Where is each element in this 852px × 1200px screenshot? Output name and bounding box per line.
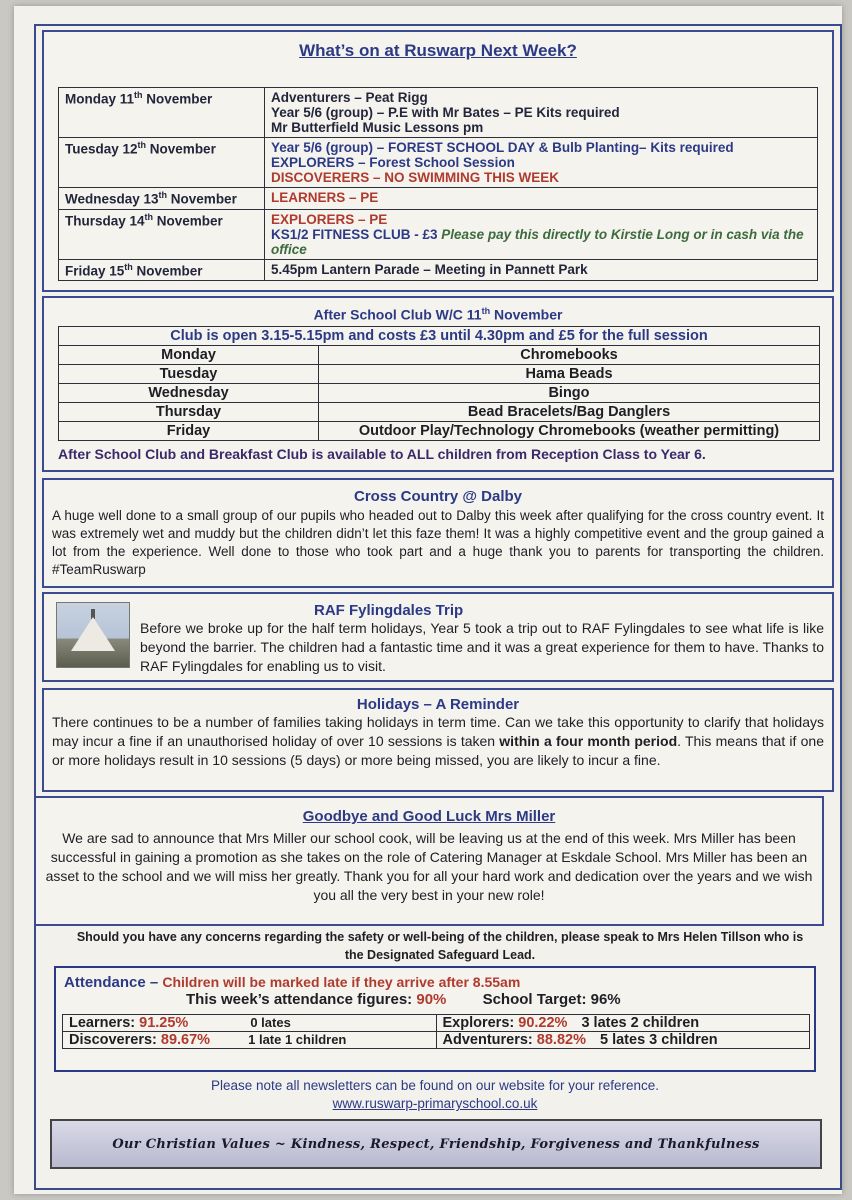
after-school-club-section xyxy=(42,296,834,472)
day-text: Tuesday 12 xyxy=(65,141,138,157)
holidays-title: Holidays – A Reminder xyxy=(356,696,520,713)
club-activity: Outdoor Play/Technology Chromebooks (weather permitting) xyxy=(319,422,820,441)
week-attendance-value: 90% xyxy=(416,991,447,1008)
attendance-heading xyxy=(56,968,814,991)
week-day xyxy=(59,188,265,210)
event-line: Year 5/6 (group) – P.E with Mr Bates – PE Kits required xyxy=(271,105,620,120)
goodbye-title: Goodbye and Good Luck Mrs Miller xyxy=(302,808,556,825)
holidays-body-a: There continues to be a number of families taking holidays in term time. Can we take this opportunity to clarify that holidays may incur a fine if an unauthorised holiday of over 10 sessions is taken xyxy=(52,714,824,749)
club-row xyxy=(59,346,820,365)
club-row xyxy=(59,403,820,422)
class-lates: 3 lates 2 children xyxy=(581,1015,700,1031)
month-text: November xyxy=(132,263,203,278)
day-text: Wednesday 13 xyxy=(65,191,159,207)
class-pct: 91.25% xyxy=(139,1015,189,1031)
week-row xyxy=(59,138,818,188)
class-lates: 1 late 1 children xyxy=(248,1032,347,1047)
cross-country-section xyxy=(42,478,834,588)
class-pct: 88.82% xyxy=(536,1032,586,1048)
day-sup: th xyxy=(124,261,133,272)
club-activity: Chromebooks xyxy=(319,346,820,365)
raf-title: RAF Fylingdales Trip xyxy=(314,602,464,619)
club-activity: Bingo xyxy=(319,384,820,403)
attendance-cell-learners xyxy=(63,1015,437,1032)
week-row xyxy=(59,188,818,210)
holidays-body-bold: within a four month period xyxy=(499,733,678,749)
week-day xyxy=(59,88,265,138)
holidays-section xyxy=(42,688,834,792)
club-day: Tuesday xyxy=(59,365,319,384)
week-events xyxy=(265,259,818,281)
club-day: Wednesday xyxy=(59,384,319,403)
club-title-sup: th xyxy=(481,306,491,316)
class-name: Explorers: xyxy=(442,1015,519,1031)
class-name: Learners: xyxy=(69,1015,140,1031)
club-table xyxy=(58,326,820,441)
event-line: 5.45pm Lantern Parade – Meeting in Pannett Park xyxy=(271,261,588,277)
week-row xyxy=(59,88,818,138)
attendance-cell-explorers xyxy=(436,1015,810,1032)
club-title-end: November xyxy=(490,306,563,323)
event-line: Mr Butterfield Music Lessons pm xyxy=(271,120,484,135)
website-link[interactable]: www.ruswarp-primaryschool.co.uk xyxy=(332,1096,538,1111)
holidays-body-b: . This means that if one or more holidays result in 10 sessions (5 days) or more being missed, you are likely to incur a fine. xyxy=(52,733,824,768)
raf-body: Before we broke up for the half term holidays, Year 5 took a trip out to RAF Fylingdales to see what life is like beyond the barrier. The children had a fantastic time and it was a great experience for them to have. Thanks to RAF Fylingdales for enabling us to visit. xyxy=(140,620,824,674)
day-text: Friday 15 xyxy=(65,263,125,278)
safeguard-note: Should you have any concerns regarding the safety or well-being of the children, please speak to Mrs Helen Tillson who is the Designated Safeguard Lead. xyxy=(76,930,804,962)
week-events xyxy=(265,88,818,138)
event-line: Year 5/6 (group) – FOREST SCHOOL DAY & Bulb Planting– Kits required xyxy=(271,140,734,155)
christian-values-banner: Our Christian Values ~ Kindness, Respect, Friendship, Forgiveness and Thankfulness xyxy=(50,1119,822,1169)
month-text: November xyxy=(142,91,213,107)
day-text: Monday 11 xyxy=(65,91,135,107)
event-line: EXPLORERS – Forest School Session xyxy=(271,155,515,170)
week-row xyxy=(59,209,818,259)
late-note: Children will be marked late if they arrive after 8.55am xyxy=(162,974,521,990)
whats-on-title: What’s on at Ruswarp Next Week? xyxy=(299,41,577,60)
whats-on-section xyxy=(42,30,834,292)
week-attendance-label: This week’s attendance figures: xyxy=(186,991,417,1008)
school-target: School Target: 96% xyxy=(482,991,621,1008)
ks-club-label: KS1/2 FITNESS CLUB - £3 xyxy=(271,226,442,242)
ks-club-line xyxy=(271,227,811,257)
attendance-table xyxy=(62,1014,810,1049)
week-events xyxy=(265,188,818,210)
day-sup: th xyxy=(134,90,143,100)
week-events xyxy=(265,138,818,188)
week-day xyxy=(59,259,265,281)
event-line: LEARNERS – PE xyxy=(271,190,379,205)
cross-country-title: Cross Country @ Dalby xyxy=(354,488,522,505)
class-pct: 90.22% xyxy=(518,1015,568,1031)
class-lates: 5 lates 3 children xyxy=(600,1032,718,1048)
event-line: Adventurers – Peat Rigg xyxy=(271,90,428,105)
club-row xyxy=(59,384,820,403)
event-line: EXPLORERS – PE xyxy=(271,211,388,227)
event-line: DISCOVERERS – NO SWIMMING THIS WEEK xyxy=(271,170,560,185)
raf-section xyxy=(42,592,834,682)
goodbye-section xyxy=(34,796,824,926)
class-name: Adventurers: xyxy=(442,1032,537,1048)
week-table xyxy=(58,87,818,281)
club-title-text: After School Club W/C 11 xyxy=(313,306,482,323)
ks-club-note: Please pay this directly to Kirstie Long or in cash via the office xyxy=(271,226,804,257)
attendance-cell-discoverers xyxy=(63,1032,437,1049)
club-day: Thursday xyxy=(59,403,319,422)
club-day: Friday xyxy=(59,422,319,441)
day-text: Thursday 14 xyxy=(65,213,145,228)
club-row xyxy=(59,422,820,441)
class-lates: 0 lates xyxy=(250,1015,291,1030)
day-sup: th xyxy=(158,190,168,200)
goodbye-body: We are sad to announce that Mrs Miller our school cook, will be leaving us at the end of this week. Mrs Miller has been successful in gaining a promotion as she takes on the role of Catering Manager at Eskdale School. Mrs Miller has been an asset to the school and we will miss her greatly. Thank you for all your hard work and dedication over the years and we wish you all the very best in your new role! xyxy=(45,830,813,903)
newsletter-page xyxy=(14,6,842,1194)
newsletter-note: Please note all newsletters can be found on our website for your reference. xyxy=(210,1078,659,1093)
club-footer: After School Club and Breakfast Club is available to ALL children from Reception Class to Year 6. xyxy=(58,446,706,462)
club-day: Monday xyxy=(59,346,319,365)
cross-country-body: A huge well done to a small group of our pupils who headed out to Dalby this week after qualifying for the cross country event. It was extremely wet and muddy but the children didn’t let this faze them! It was a highly competitive event and the group gained a lot from the experience. Well done to those who took part and a huge thank you to parents for transporting the children. #TeamRuswarp xyxy=(52,508,824,577)
club-activity: Bead Bracelets/Bag Danglers xyxy=(319,403,820,422)
week-day xyxy=(59,138,265,188)
attendance-section xyxy=(54,966,816,1072)
raf-fylingdales-photo xyxy=(56,602,130,668)
day-sup: th xyxy=(137,140,147,150)
month-text: November xyxy=(167,191,237,207)
class-name: Discoverers: xyxy=(69,1032,161,1048)
attendance-week-line xyxy=(56,991,814,1008)
club-row xyxy=(59,365,820,384)
week-day xyxy=(59,209,265,259)
radar-pyramid xyxy=(71,617,115,651)
club-title xyxy=(44,306,832,323)
day-sup: th xyxy=(144,211,154,222)
week-row xyxy=(59,259,818,281)
week-events xyxy=(265,209,818,259)
holidays-body xyxy=(44,713,832,770)
month-text: November xyxy=(146,141,216,157)
attendance-cell-adventurers xyxy=(436,1032,810,1049)
attendance-label: Attendance – xyxy=(64,974,163,991)
class-pct: 89.67% xyxy=(160,1032,211,1048)
club-activity: Hama Beads xyxy=(319,365,820,384)
club-info: Club is open 3.15-5.15pm and costs £3 until 4.30pm and £5 for the full session xyxy=(59,327,820,346)
month-text: November xyxy=(153,213,223,228)
